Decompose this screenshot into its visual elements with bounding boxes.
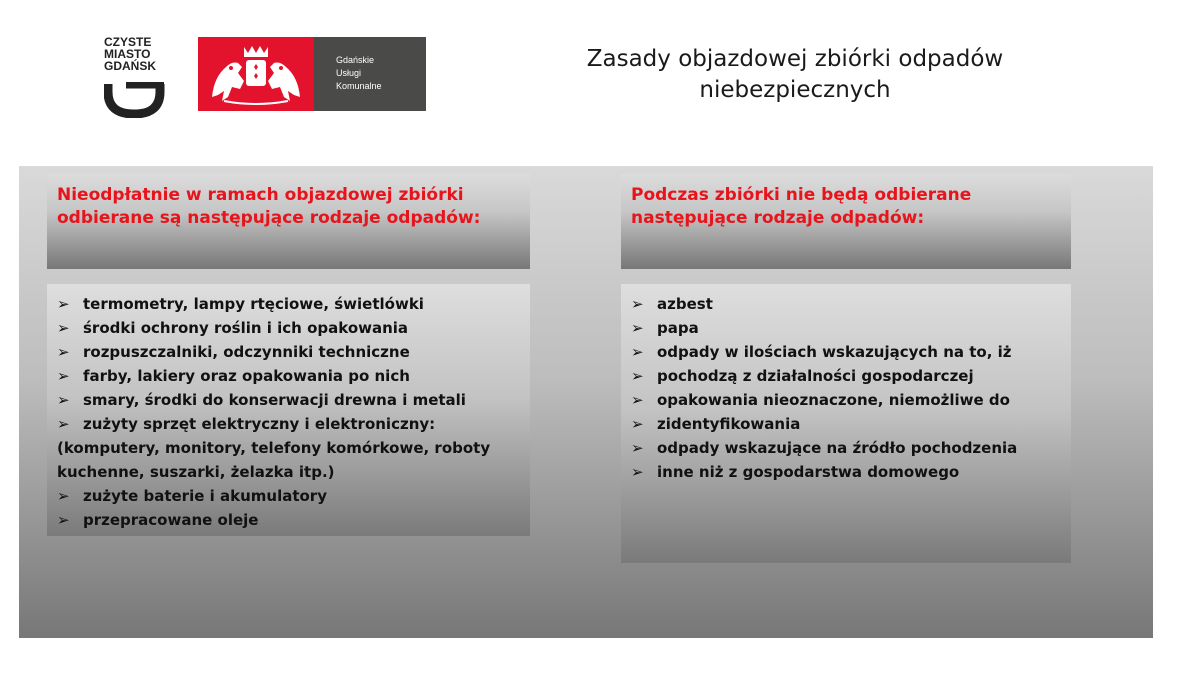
list-item: ➢ rozpuszczalniki, odczynniki techniczne (57, 340, 530, 364)
left-heading-box (47, 174, 530, 269)
arrow-bullet-icon: ➢ (57, 295, 70, 313)
right-heading-box (621, 174, 1071, 269)
arrow-bullet-icon: ➢ (57, 319, 70, 337)
list-item: ➢ azbest (631, 292, 1071, 316)
list-item: ➢ opakowania nieoznaczone, niemożliwe do (631, 388, 1071, 412)
logo-line: MIASTO (104, 47, 151, 61)
right-heading-line: następujące rodzaje odpadów: (631, 208, 925, 228)
list-item: ➢ odpady w ilościach wskazujących na to, iż (631, 340, 1071, 364)
list-item: ➢ środki ochrony roślin i ich opakowania (57, 316, 530, 340)
arrow-bullet-icon: ➢ (631, 295, 644, 313)
content-panel (19, 166, 1153, 638)
list-item: ➢ zużyte baterie i akumulatory (57, 484, 530, 508)
arrow-bullet-icon: ➢ (631, 367, 644, 385)
list-item: ➢ inne niż z gospodarstwa domowego (631, 460, 1071, 484)
arrow-bullet-icon: ➢ (631, 415, 644, 433)
list-item: ➢ smary, środki do konserwacji drewna i metali (57, 388, 530, 412)
left-heading-line: Nieodpłatnie w ramach objazdowej zbiórki (57, 185, 464, 205)
right-heading-line: Podczas zbiórki nie będą odbierane (631, 185, 972, 205)
gdansk-coat-of-arms-icon (198, 37, 314, 111)
list-item: ➢ zużyty sprzęt elektryczny i elektroniczny: (57, 412, 530, 436)
arrow-bullet-icon: ➢ (57, 415, 70, 433)
g-mark-icon (104, 82, 166, 118)
list-item: ➢ pochodzą z działalności gospodarczej (631, 364, 1071, 388)
list-item: ➢ odpady wskazujące na źródło pochodzenia (631, 436, 1071, 460)
title-line: Zasady objazdowej zbiórki odpadów (586, 46, 1004, 72)
logo-line: Usługi (336, 68, 362, 78)
arrow-bullet-icon: ➢ (631, 343, 644, 361)
logo-line: Gdańskie (336, 55, 375, 65)
arrow-bullet-icon: ➢ (631, 439, 644, 457)
list-item: ➢ papa (631, 316, 1071, 340)
arrow-bullet-icon: ➢ (57, 391, 70, 409)
gdanskie-uslugi-komunalne-logo (198, 37, 426, 111)
arrow-bullet-icon: ➢ (631, 319, 644, 337)
page-title (540, 44, 1050, 106)
rejected-waste-list (621, 284, 1071, 563)
arrow-bullet-icon: ➢ (57, 367, 70, 385)
accepted-waste-list (47, 284, 530, 536)
title-line: niebezpiecznych (699, 77, 891, 103)
arrow-bullet-icon: ➢ (631, 463, 644, 481)
list-item-continuation: kuchenne, suszarki, żelazka itp.) (57, 463, 335, 481)
czyste-miasto-gdansk-logo (104, 36, 174, 120)
list-item: ➢ farby, lakiery oraz opakowania po nich (57, 364, 530, 388)
list-item: ➢ zidentyfikowania (631, 412, 1071, 436)
arrow-bullet-icon: ➢ (57, 487, 70, 505)
left-heading-line: odbierane są następujące rodzaje odpadów: (57, 208, 481, 228)
list-item-continuation: (komputery, monitory, telefony komórkowe, roboty (57, 439, 491, 457)
arrow-bullet-icon: ➢ (631, 391, 644, 409)
logo-line: GDAŃSK (104, 59, 157, 73)
logo-line: CZYSTE (104, 35, 152, 49)
list-item: ➢ przepracowane oleje (57, 508, 530, 532)
arrow-bullet-icon: ➢ (57, 343, 70, 361)
logo-line: Komunalne (336, 81, 382, 91)
arrow-bullet-icon: ➢ (57, 511, 70, 529)
list-item: ➢ termometry, lampy rtęciowe, świetlówki (57, 292, 530, 316)
